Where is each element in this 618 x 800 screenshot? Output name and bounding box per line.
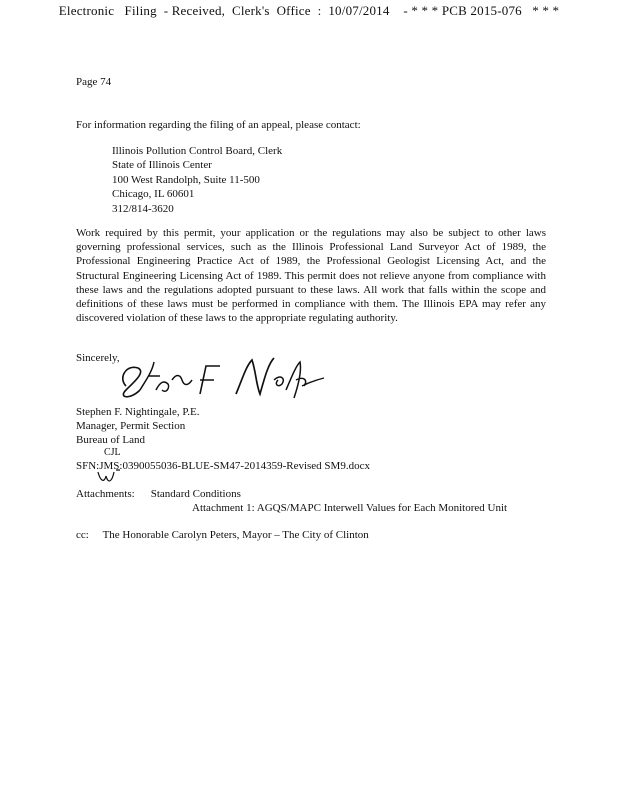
contact-line-street: 100 West Randolph, Suite 11-500 bbox=[112, 173, 260, 186]
cc-row bbox=[76, 529, 369, 541]
attachment-1-row bbox=[148, 502, 507, 514]
appeal-contact-intro: For information regarding the filing of an appeal, please contact: bbox=[76, 119, 361, 131]
attachment-1-title: Attachment 1: AGQS/MAPC Interwell Values for Each Monitored Unit bbox=[192, 502, 508, 514]
handwritten-mark bbox=[96, 468, 122, 486]
cc-recipient: The Honorable Carolyn Peters, Mayor – The City of Clinton bbox=[102, 529, 369, 541]
attachments-label: Attachments: bbox=[76, 488, 135, 500]
file-reference-line: SFN:JMS:0390055036-BLUE-SM47-2014359-Revised SM9.docx bbox=[76, 460, 370, 472]
professional-services-paragraph: Work required by this permit, your application or the regulations may also be subject to other laws governing professional services, such as the Illinois Professional Land Surveyor Act of 1989, the Professional Engineering Practice Act of 1989, the Professional Geologist Licensing Act, and the Structural Engineering Licensing Act of 1989. This permit does not relieve anyone from compliance with these laws and the regulations adopted pursuant to these laws. All work that falls within the scope and definitions of these laws must be performed in compliance with them. The Illinois EPA may refer any discovered violation of these laws to the appropriate regulating authority. bbox=[76, 227, 546, 325]
filing-stamp-header: Electronic Filing - Received, Clerk's Office : 10/07/2014 - * * * PCB 2015-076 * * * bbox=[58, 3, 560, 18]
page-number: Page 74 bbox=[76, 76, 112, 88]
contact-line-organization: Illinois Pollution Control Board, Clerk bbox=[112, 145, 283, 157]
signer-name: Stephen F. Nightingale, P.E. bbox=[76, 406, 200, 418]
cc-label: cc: bbox=[76, 529, 89, 541]
signer-title: Manager, Permit Section bbox=[76, 420, 186, 433]
handwritten-signature bbox=[96, 350, 336, 410]
attachment-standard-conditions: Standard Conditions bbox=[150, 488, 241, 500]
attachments-row bbox=[76, 488, 241, 500]
closing-salutation: Sincerely, bbox=[76, 352, 120, 364]
contact-line-phone: 312/814-3620 bbox=[112, 202, 174, 215]
contact-line-city: Chicago, IL 60601 bbox=[112, 188, 195, 201]
contact-line-building: State of Illinois Center bbox=[112, 159, 212, 172]
signer-block bbox=[76, 405, 199, 448]
signer-bureau: Bureau of Land bbox=[76, 434, 146, 447]
handwritten-initials: CJL bbox=[104, 447, 121, 458]
contact-address-block bbox=[112, 144, 282, 216]
